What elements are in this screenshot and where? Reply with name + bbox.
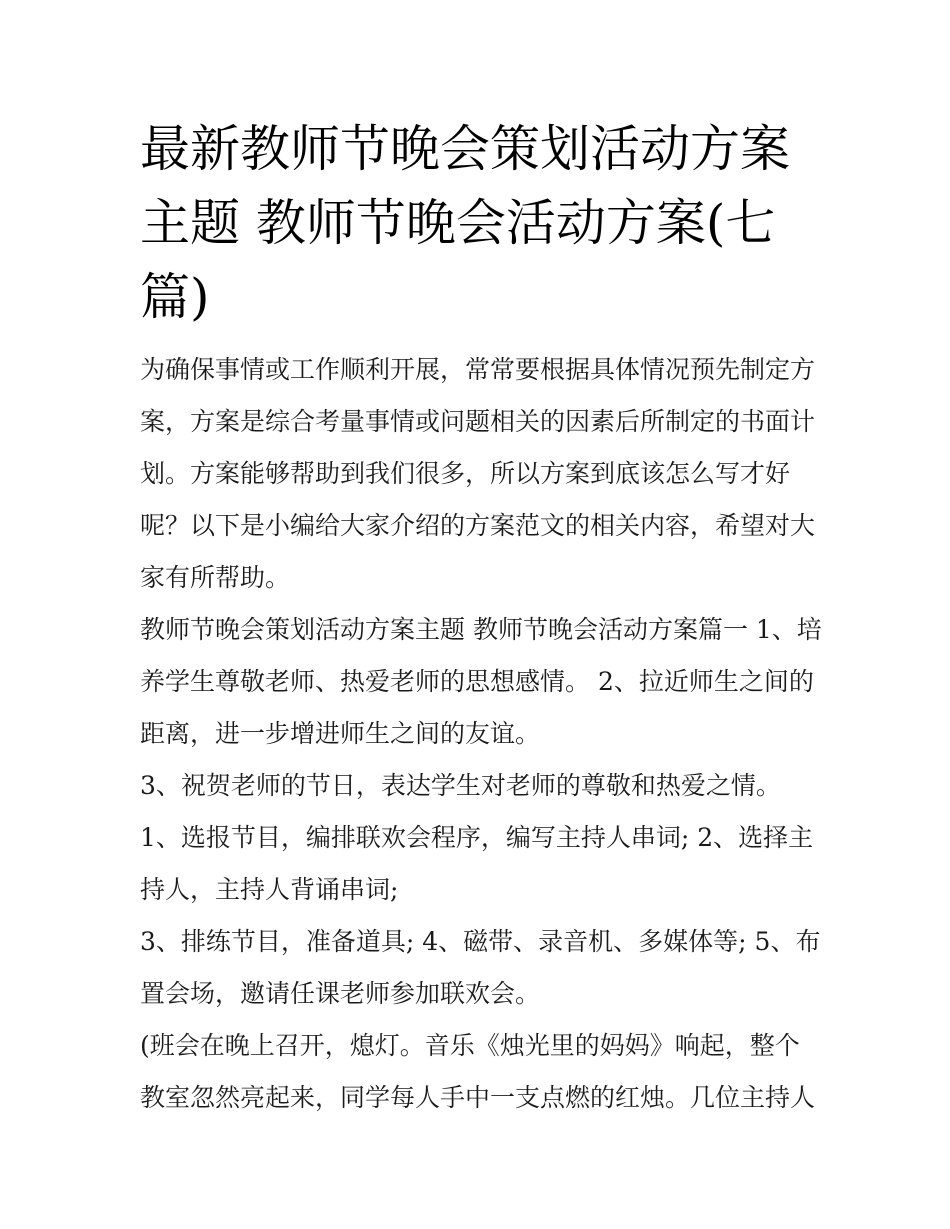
text-line: 案，方案是综合考量事情或问题相关的因素后所制定的书面计: [140, 407, 816, 436]
rehearsal-paragraph: [140, 916, 821, 1020]
text-line: 养学生尊敬老师、热爱老师的思想感情。 2、拉近师生之间的: [140, 667, 814, 696]
text-line: 持人，主持人背诵串词;: [140, 875, 399, 904]
section-one-paragraph: [140, 604, 822, 760]
text-line: 置会场，邀请任课老师参加联欢会。: [140, 979, 541, 1008]
text-line: 教师节晚会策划活动方案主题 教师节晚会活动方案篇一 1、培: [140, 615, 822, 644]
preparation-paragraph: [140, 812, 816, 916]
text-line: 3、排练节目，准备道具; 4、磁带、录音机、多媒体等; 5、布: [140, 927, 821, 956]
text-line: 划。方案能够帮助到我们很多，所以方案到底该怎么写才好: [140, 459, 791, 488]
document-body: [140, 112, 822, 1124]
text-line: 距离，进一步增进师生之间的友谊。: [140, 719, 541, 748]
event-paragraph: [140, 1020, 816, 1124]
text-line: 呢？以下是小编给大家介绍的方案范文的相关内容，希望对大: [140, 511, 816, 540]
goal-paragraph: [140, 760, 816, 812]
page-title: [140, 112, 816, 334]
title-line: 主题 教师节晚会活动方案(七: [140, 194, 776, 252]
intro-paragraph: [140, 344, 816, 604]
text-line: 为确保事情或工作顺利开展，常常要根据具体情况预先制定方: [140, 355, 816, 384]
text-line: 家有所帮助。: [140, 563, 291, 592]
text-line: 教室忽然亮起来，同学每人手中一支点燃的红烛。几位主持人: [140, 1083, 816, 1112]
text-line: 3、祝贺老师的节日，表达学生对老师的尊敬和热爱之情。: [140, 771, 781, 800]
title-line: 篇): [140, 268, 210, 326]
title-line: 最新教师节晚会策划活动方案: [140, 120, 790, 178]
text-line: 1、选报节目，编排联欢会程序，编写主持人串词; 2、选择主: [140, 823, 814, 852]
text-line: (班会在晚上召开，熄灯。音乐《烛光里的妈妈》响起，整个: [140, 1031, 800, 1060]
